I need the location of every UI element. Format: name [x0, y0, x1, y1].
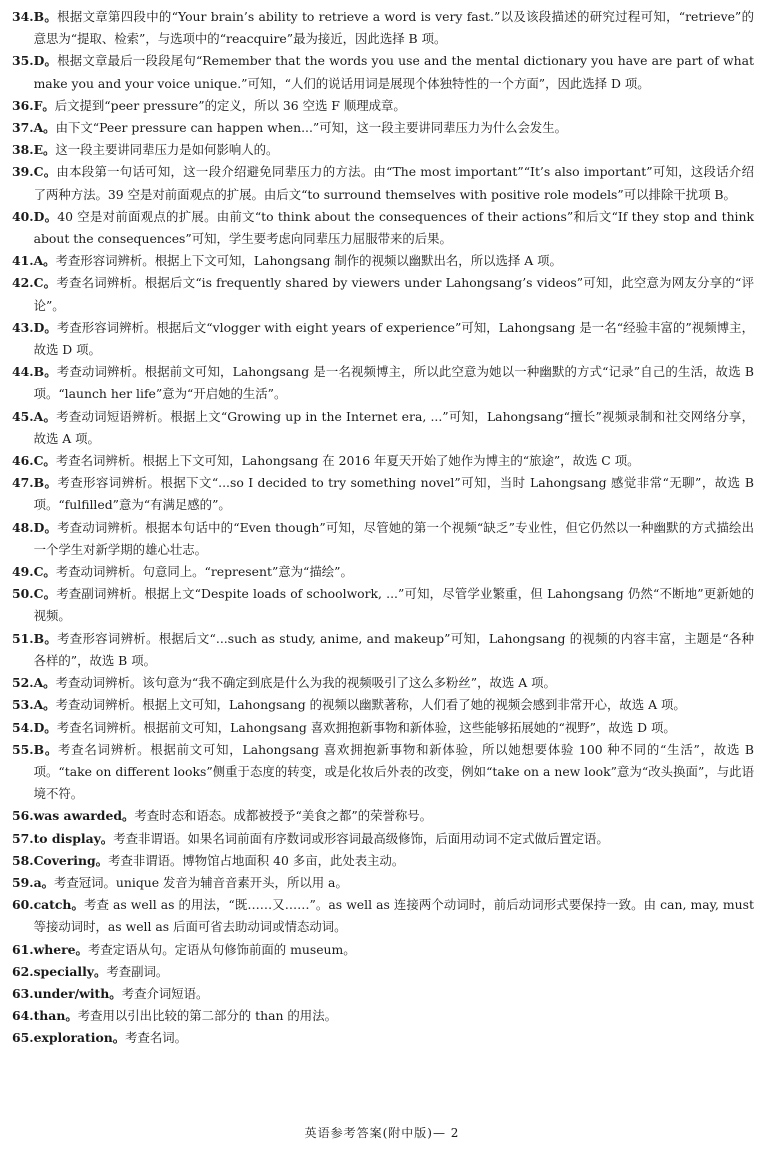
- answer-explanation-block: [34, 739, 754, 806]
- answer-number: 51.: [12, 630, 34, 646]
- answer-choice: D。: [33, 719, 57, 735]
- answer-explanation-block: [34, 117, 754, 139]
- answer-choice: was awarded。: [33, 808, 135, 824]
- answer-item: [12, 805, 754, 827]
- answer-item: [12, 50, 754, 94]
- answer-item: [12, 517, 754, 561]
- answer-explanation: 考查动词辨析。根据前文可知，Lahongsang 是一名视频博主，所以此空意为她以一种幽默的方式“记录”自己的生活，故选 B 项。“launch her life”意为“开启她的生活”。: [33, 364, 754, 402]
- answer-explanation-block: [34, 1005, 754, 1027]
- answer-explanation: 考查副词辨析。根据上文“Despite loads of schoolwork, ...”可知，尽管学业繁重，但 Lahongsang 仍然“不断地”更新她的视频。: [33, 586, 754, 624]
- page-footer: 英语参考答案(附中版)— 2: [304, 1126, 460, 1140]
- answer-choice: A。: [33, 253, 56, 269]
- answer-item: [12, 583, 754, 627]
- answer-explanation-block: [34, 850, 754, 872]
- answer-explanation: 考查副词。: [106, 963, 169, 979]
- answer-explanation: 考查定语从句。定语从句修饰前面的 museum。: [87, 941, 356, 957]
- answer-explanation: 40 空是对前面观点的扩展。由前文“to think about the consequences of their actions”和后文“If they stop and think about the consequences”可知，学生要考虑向同辈压力屈服带来的后果。: [33, 208, 754, 247]
- answer-choice: a。: [33, 874, 54, 890]
- answer-number: 59.: [12, 874, 34, 890]
- answer-item: [12, 894, 754, 938]
- answer-explanation: 根据文章第四段中的“Your brain’s ability to retrieve a word is very fast.”以及该段描述的研究过程可知，“retrieve”的意思为“提取、检索”，与选项中的“reacquire”最为接近，因此选择 B 项。: [33, 9, 754, 47]
- answer-explanation-block: [34, 828, 754, 850]
- answer-choice: under/with。: [33, 985, 122, 1001]
- answer-number: 37.: [12, 120, 34, 136]
- answer-number: 45.: [12, 408, 34, 424]
- answer-number: 53.: [12, 697, 34, 713]
- answer-choice: A。: [33, 408, 57, 424]
- answer-explanation-block: [34, 161, 754, 205]
- answer-explanation: 考查形容词辨析。根据上下文可知，Lahongsang 制作的视频以幽默出名，所以选择 A 项。: [55, 253, 562, 269]
- answer-explanation-block: [34, 250, 754, 272]
- answer-choice: A。: [33, 697, 56, 713]
- answer-choice: D。: [33, 208, 58, 224]
- answer-explanation-block: [34, 95, 754, 117]
- answer-explanation: 考查动词辨析。根据上文可知，Lahongsang 的视频以幽默著称，人们看了她的视频会感到非常开心，故选 A 项。: [55, 697, 686, 713]
- answer-choice: than。: [33, 1008, 78, 1024]
- answer-explanation: 考查非谓语。如果名词前面有序数词或形容词最高级修饰，后面用动词不定式做后置定语。: [113, 830, 609, 846]
- answer-explanation: 由本段第一句话可知，这一段介绍避免同辈压力的方法。由“The most important”“It’s also important”可知，这段话介绍了两种方法。39 空是对前面观点的扩展。由后文“to surround themselves with positive role models”可以排除干扰项 B。: [33, 164, 754, 202]
- answer-number: 48.: [12, 519, 34, 535]
- answer-item: [12, 272, 754, 316]
- answer-explanation: 后文提到“peer pressure”的定义，所以 36 空选 F 顺理成章。: [54, 97, 406, 113]
- answer-choice: E。: [33, 142, 56, 158]
- answer-choice: B。: [33, 475, 58, 491]
- answer-explanation-block: [34, 717, 754, 739]
- answer-key-list: [12, 6, 754, 1050]
- answer-explanation-block: [34, 517, 754, 561]
- answer-item: [12, 961, 754, 983]
- answer-choice: D。: [33, 519, 58, 535]
- answer-choice: C。: [33, 586, 57, 602]
- answer-item: [12, 406, 754, 450]
- answer-choice: B。: [33, 364, 57, 380]
- answer-item: [12, 872, 754, 894]
- answer-explanation-block: [34, 983, 754, 1005]
- answer-item: [12, 850, 754, 872]
- answer-choice: catch。: [33, 897, 84, 913]
- answer-choice: D。: [33, 319, 57, 335]
- answer-choice: D。: [33, 53, 58, 69]
- answer-explanation: 考查形容词辨析。根据下文“...so I decided to try something novel”可知，当时 Lahongsang 感觉非常“无聊”，故选 B 项。“fulfilled”意为“有满足感的”。: [33, 475, 754, 513]
- answer-explanation-block: [34, 561, 754, 583]
- answer-explanation: 由下文“Peer pressure can happen when...”可知，这一段主要讲同辈压力为什么会发生。: [55, 120, 568, 136]
- answer-number: 49.: [12, 564, 34, 580]
- answer-explanation-block: [34, 50, 754, 94]
- answer-number: 62.: [12, 963, 34, 979]
- answer-explanation: 考查时态和语态。成都被授予“美食之都”的荣誉称号。: [134, 808, 433, 824]
- answer-explanation-block: [34, 872, 754, 894]
- answer-explanation: 考查名词辨析。根据前文可知，Lahongsang 喜欢拥抱新事物和新体验，这些能够拓展她的“视野”，故选 D 项。: [56, 719, 676, 735]
- answer-number: 60.: [12, 897, 34, 913]
- answer-item: [12, 139, 754, 161]
- answer-number: 56.: [12, 808, 34, 824]
- answer-number: 58.: [12, 852, 34, 868]
- answer-explanation: 考查动词辨析。句意同上。“represent”意为“描绘”。: [55, 564, 353, 580]
- answer-explanation-block: [34, 317, 754, 361]
- answer-number: 57.: [12, 830, 34, 846]
- answer-number: 35.: [12, 53, 34, 69]
- answer-explanation: 根据文章最后一段段尾句“Remember that the words you use and the mental dictionary you have are part of what make you and your voice unique.”可知，“人们的说话用词是展现个体独特性的一个方面”，因此选择 D 项。: [33, 53, 754, 91]
- answer-explanation-block: [34, 272, 754, 316]
- answer-number: 52.: [12, 675, 34, 691]
- answer-explanation: 这一段主要讲同辈压力是如何影响人的。: [55, 142, 279, 158]
- answer-number: 46.: [12, 453, 34, 469]
- answer-item: [12, 828, 754, 850]
- answer-explanation-block: [34, 406, 754, 450]
- answer-explanation-block: [34, 805, 754, 827]
- answer-choice: specially。: [33, 963, 107, 979]
- answer-item: [12, 317, 754, 361]
- answer-explanation: 考查动词辨析。该句意为“我不确定到底是什么为我的视频吸引了这么多粉丝”，故选 A 项。: [55, 675, 556, 691]
- answer-item: [12, 739, 754, 806]
- answer-item: [12, 1005, 754, 1027]
- answer-explanation-block: [34, 1027, 754, 1049]
- answer-choice: C。: [33, 564, 56, 580]
- answer-item: [12, 628, 754, 672]
- answer-item: [12, 6, 754, 50]
- answer-item: [12, 161, 754, 205]
- answer-choice: where。: [33, 941, 88, 957]
- answer-choice: A。: [33, 120, 56, 136]
- answer-explanation-block: [34, 6, 754, 50]
- answer-number: 39.: [12, 164, 34, 180]
- answer-number: 42.: [12, 275, 34, 291]
- answer-item: [12, 717, 754, 739]
- answer-item: [12, 450, 754, 472]
- answer-number: 61.: [12, 941, 34, 957]
- answer-explanation: 考查非谓语。博物馆占地面积 40 多亩，此处表主动。: [108, 852, 405, 868]
- answer-explanation-block: [34, 628, 754, 672]
- answer-choice: to display。: [33, 830, 114, 846]
- answer-explanation: 考查用以引出比较的第二部分的 than 的用法。: [77, 1008, 337, 1024]
- answer-item: [12, 250, 754, 272]
- answer-explanation-block: [34, 961, 754, 983]
- answer-item: [12, 117, 754, 139]
- answer-number: 54.: [12, 719, 34, 735]
- answer-explanation: 考查形容词辨析。根据后文“...such as study, anime, and makeup”可知，Lahongsang 的视频的内容丰富，主题是“各种各样的”，故选 B 项。: [33, 630, 754, 668]
- answer-explanation: 考查名词辨析。根据后文“is frequently shared by viewers under Lahongsang’s videos”可知，此空意为网友分享的“评论”。: [33, 275, 754, 313]
- answer-item: [12, 694, 754, 716]
- answer-explanation-block: [34, 206, 754, 250]
- answer-explanation: 考查动词短语辨析。根据上文“Growing up in the Internet era, ...”可知，Lahongsang“擅长”视频录制和社交网络分享，故选 A 项。: [33, 408, 754, 446]
- answer-explanation: 考查形容词辨析。根据后文“vlogger with eight years of experience”可知，Lahongsang 是一名“经验丰富的”视频博主，故选 D 项。: [33, 319, 754, 358]
- answer-number: 38.: [12, 142, 34, 158]
- answer-number: 47.: [12, 475, 34, 491]
- answer-choice: B。: [33, 630, 58, 646]
- answer-item: [12, 672, 754, 694]
- answer-item: [12, 561, 754, 583]
- answer-item: [12, 472, 754, 516]
- answer-explanation: 考查介词短语。: [121, 985, 209, 1001]
- answer-number: 43.: [12, 319, 34, 335]
- answer-explanation: 考查名词辨析。根据前文可知，Lahongsang 喜欢拥抱新事物和新体验，所以她想要体验 100 种不同的“生活”，故选 B 项。“take on different looks”侧重于态度的转变，或是化妆后外表的改变，例如“take on a new look”意为“改头换面”，与此语境不符。: [33, 741, 754, 802]
- answer-choice: A。: [33, 675, 56, 691]
- answer-number: 50.: [12, 586, 34, 602]
- answer-explanation-block: [34, 361, 754, 405]
- answer-number: 34.: [12, 9, 34, 24]
- answer-explanation-block: [34, 939, 754, 961]
- answer-number: 55.: [12, 741, 34, 757]
- answer-number: 41.: [12, 253, 34, 269]
- answer-explanation: 考查名词辨析。根据上下文可知，Lahongsang 在 2016 年夏天开始了她作为博主的“旅途”，故选 C 项。: [55, 453, 640, 469]
- answer-choice: F。: [33, 97, 55, 113]
- answer-explanation-block: [34, 672, 754, 694]
- answer-number: 40.: [12, 208, 34, 224]
- answer-choice: C。: [33, 164, 57, 180]
- answer-explanation: 考查 as well as 的用法，“既……又……”。as well as 连接两个动词时，前后动词形式要保持一致。由 can, may, must 等接动词时，as well as 后面可省去助动词或情态动词。: [33, 897, 754, 935]
- answer-item: [12, 983, 754, 1005]
- answer-number: 65.: [12, 1030, 34, 1046]
- answer-explanation: 考查动词辨析。根据本句话中的“Even though”可知，尽管她的第一个视频“缺乏”专业性，但它仍然以一种幽默的方式描绘出一个学生对新学期的雄心壮志。: [33, 519, 754, 557]
- answer-explanation-block: [34, 139, 754, 161]
- answer-explanation-block: [34, 694, 754, 716]
- answer-explanation-block: [34, 894, 754, 938]
- answer-explanation: 考查名词。: [125, 1030, 188, 1046]
- answer-number: 63.: [12, 985, 34, 1001]
- answer-choice: B。: [33, 741, 58, 757]
- answer-item: [12, 361, 754, 405]
- answer-number: 36.: [12, 97, 34, 113]
- answer-explanation: 考查冠词。unique 发音为辅音音素开头，所以用 a。: [53, 874, 348, 890]
- answer-explanation-block: [34, 472, 754, 516]
- answer-choice: Covering。: [33, 852, 109, 868]
- answer-item: [12, 95, 754, 117]
- answer-number: 44.: [12, 364, 34, 380]
- answer-choice: C。: [33, 453, 56, 469]
- answer-explanation-block: [34, 450, 754, 472]
- answer-choice: B。: [33, 9, 58, 24]
- answer-choice: C。: [33, 275, 57, 291]
- answer-choice: exploration。: [33, 1030, 126, 1046]
- answer-item: [12, 939, 754, 961]
- answer-item: [12, 1027, 754, 1049]
- answer-number: 64.: [12, 1008, 34, 1024]
- answer-explanation-block: [34, 583, 754, 627]
- answer-item: [12, 206, 754, 250]
